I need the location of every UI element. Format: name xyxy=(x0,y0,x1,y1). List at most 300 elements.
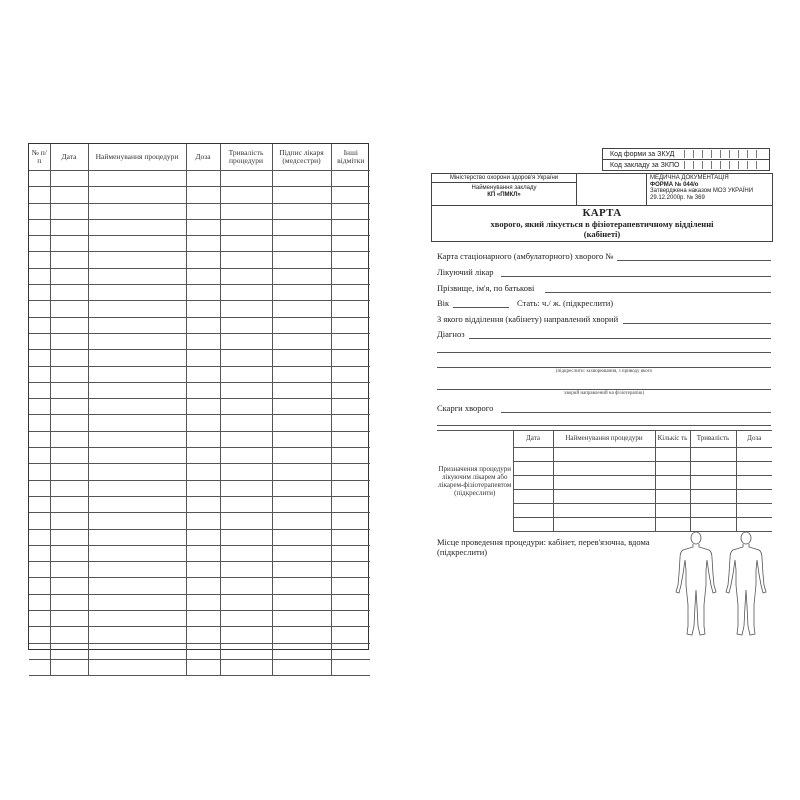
table-cell[interactable] xyxy=(88,333,186,349)
table-cell[interactable] xyxy=(29,464,50,480)
table-cell[interactable] xyxy=(88,382,186,398)
table-cell[interactable] xyxy=(29,627,50,643)
table-cell[interactable] xyxy=(186,594,220,610)
table-cell[interactable] xyxy=(29,496,50,512)
table-cell[interactable] xyxy=(220,268,272,284)
table-cell[interactable] xyxy=(50,317,88,333)
table-cell[interactable] xyxy=(186,611,220,627)
table-cell[interactable] xyxy=(50,350,88,366)
body-back-icon xyxy=(726,532,766,635)
table-row xyxy=(29,171,370,187)
table-cell[interactable] xyxy=(50,252,88,268)
table-cell[interactable] xyxy=(331,268,370,284)
prescription-cell[interactable] xyxy=(736,504,772,518)
table-cell[interactable] xyxy=(272,382,331,398)
table-cell[interactable] xyxy=(88,203,186,219)
col-header-dose: Доза xyxy=(186,144,220,171)
table-cell[interactable] xyxy=(50,382,88,398)
table-cell[interactable] xyxy=(272,513,331,529)
prescription-cell[interactable] xyxy=(655,504,690,518)
table-cell[interactable] xyxy=(186,252,220,268)
prescription-cell[interactable] xyxy=(553,518,655,532)
table-cell[interactable] xyxy=(272,659,331,675)
patient-name-field[interactable] xyxy=(545,292,771,293)
col-header-duration: Тривалість процедури xyxy=(220,144,272,171)
age-field[interactable] xyxy=(453,307,509,308)
table-cell[interactable] xyxy=(272,399,331,415)
table-cell[interactable] xyxy=(220,545,272,561)
prescription-cell[interactable] xyxy=(690,490,736,504)
prescription-cell[interactable] xyxy=(553,448,655,462)
table-cell[interactable] xyxy=(186,301,220,317)
card-number-field[interactable] xyxy=(617,260,771,261)
table-cell[interactable] xyxy=(88,545,186,561)
table-cell[interactable] xyxy=(50,545,88,561)
diagnosis-field-4[interactable] xyxy=(437,389,771,390)
table-cell[interactable] xyxy=(50,431,88,447)
table-cell[interactable] xyxy=(272,333,331,349)
prescription-cell[interactable] xyxy=(513,448,553,462)
table-cell[interactable] xyxy=(50,611,88,627)
table-cell[interactable] xyxy=(272,464,331,480)
table-cell[interactable] xyxy=(220,562,272,578)
table-cell[interactable] xyxy=(88,268,186,284)
table-cell[interactable] xyxy=(331,496,370,512)
table-row xyxy=(29,333,370,349)
table-cell[interactable] xyxy=(220,301,272,317)
table-row xyxy=(29,513,370,529)
table-cell[interactable] xyxy=(220,513,272,529)
table-cell[interactable] xyxy=(220,431,272,447)
prescription-cell[interactable] xyxy=(736,462,772,476)
prescription-cell[interactable] xyxy=(513,462,553,476)
table-cell[interactable] xyxy=(186,187,220,203)
table-cell[interactable] xyxy=(331,301,370,317)
table-cell[interactable] xyxy=(88,187,186,203)
table-cell[interactable] xyxy=(88,350,186,366)
doctor-field[interactable] xyxy=(501,276,771,277)
table-cell[interactable] xyxy=(50,399,88,415)
table-cell[interactable] xyxy=(186,415,220,431)
table-cell[interactable] xyxy=(50,187,88,203)
table-cell[interactable] xyxy=(272,431,331,447)
table-cell[interactable] xyxy=(186,333,220,349)
table-cell[interactable] xyxy=(220,252,272,268)
table-cell[interactable] xyxy=(331,187,370,203)
table-cell[interactable] xyxy=(186,382,220,398)
procedure-place-label: Місце проведення процедури: кабінет, перев'язочна, вдома (підкреслити) xyxy=(437,537,650,557)
prescription-cell[interactable] xyxy=(655,448,690,462)
table-cell[interactable] xyxy=(220,219,272,235)
institution-name: КП «ПМКЛ» xyxy=(487,192,521,198)
table-cell[interactable] xyxy=(50,659,88,675)
table-cell[interactable] xyxy=(331,431,370,447)
table-cell[interactable] xyxy=(50,171,88,187)
table-cell[interactable] xyxy=(220,529,272,545)
blank-cell xyxy=(576,174,647,205)
table-cell[interactable] xyxy=(272,252,331,268)
table-cell[interactable] xyxy=(29,333,50,349)
table-row xyxy=(29,301,370,317)
diagnosis-field-3[interactable] xyxy=(437,367,771,368)
doctor-label: Лікуючий лікар xyxy=(437,267,494,277)
table-cell[interactable] xyxy=(50,415,88,431)
table-cell[interactable] xyxy=(50,496,88,512)
table-cell[interactable] xyxy=(331,333,370,349)
table-cell[interactable] xyxy=(331,578,370,594)
table-cell[interactable] xyxy=(50,643,88,659)
table-cell[interactable] xyxy=(220,594,272,610)
table-cell[interactable] xyxy=(186,529,220,545)
table-cell[interactable] xyxy=(88,611,186,627)
prescription-cell[interactable] xyxy=(513,504,553,518)
table-cell[interactable] xyxy=(272,350,331,366)
table-cell[interactable] xyxy=(220,317,272,333)
table-cell[interactable] xyxy=(272,236,331,252)
table-cell[interactable] xyxy=(50,578,88,594)
prescription-cell[interactable] xyxy=(553,490,655,504)
table-cell[interactable] xyxy=(272,268,331,284)
table-cell[interactable] xyxy=(186,219,220,235)
table-cell[interactable] xyxy=(50,268,88,284)
diagnosis-field-1[interactable] xyxy=(469,338,771,339)
table-cell[interactable] xyxy=(50,203,88,219)
table-cell[interactable] xyxy=(220,399,272,415)
table-cell[interactable] xyxy=(220,464,272,480)
table-cell[interactable] xyxy=(29,659,50,675)
prescription-cell[interactable] xyxy=(553,462,655,476)
table-cell[interactable] xyxy=(29,578,50,594)
table-cell[interactable] xyxy=(88,431,186,447)
table-cell[interactable] xyxy=(220,415,272,431)
table-row xyxy=(29,399,370,415)
table-cell[interactable] xyxy=(50,627,88,643)
table-cell[interactable] xyxy=(88,236,186,252)
form-code-label: Код форми за ЗКУД xyxy=(610,151,675,158)
table-cell[interactable] xyxy=(272,301,331,317)
table-cell[interactable] xyxy=(272,317,331,333)
table-cell[interactable] xyxy=(272,415,331,431)
table-cell[interactable] xyxy=(50,448,88,464)
table-cell[interactable] xyxy=(88,464,186,480)
prescription-cell[interactable] xyxy=(736,448,772,462)
table-row xyxy=(29,382,370,398)
table-cell[interactable] xyxy=(29,252,50,268)
table-cell[interactable] xyxy=(186,496,220,512)
table-cell[interactable] xyxy=(186,545,220,561)
table-cell[interactable] xyxy=(29,187,50,203)
table-cell[interactable] xyxy=(331,252,370,268)
table-cell[interactable] xyxy=(50,480,88,496)
table-cell[interactable] xyxy=(88,415,186,431)
table-cell[interactable] xyxy=(186,643,220,659)
table-cell[interactable] xyxy=(29,317,50,333)
table-cell[interactable] xyxy=(331,399,370,415)
table-cell[interactable] xyxy=(220,496,272,512)
table-cell[interactable] xyxy=(50,513,88,529)
prescription-cell[interactable] xyxy=(655,490,690,504)
procedure-log-page xyxy=(28,143,369,650)
table-cell[interactable] xyxy=(29,529,50,545)
complaints-field-1[interactable] xyxy=(501,412,771,413)
table-cell[interactable] xyxy=(331,350,370,366)
table-cell[interactable] xyxy=(29,448,50,464)
table-cell[interactable] xyxy=(50,594,88,610)
table-cell[interactable] xyxy=(272,219,331,235)
table-cell[interactable] xyxy=(186,399,220,415)
table-cell[interactable] xyxy=(50,366,88,382)
table-cell[interactable] xyxy=(186,366,220,382)
table-cell[interactable] xyxy=(29,285,50,301)
table-cell[interactable] xyxy=(88,496,186,512)
table-cell[interactable] xyxy=(331,366,370,382)
table-cell[interactable] xyxy=(88,659,186,675)
table-cell[interactable] xyxy=(331,659,370,675)
institution-code-cells[interactable] xyxy=(684,161,765,169)
table-cell[interactable] xyxy=(88,627,186,643)
table-cell[interactable] xyxy=(29,219,50,235)
table-row xyxy=(29,611,370,627)
table-cell[interactable] xyxy=(220,627,272,643)
table-cell[interactable] xyxy=(186,464,220,480)
prescription-cell[interactable] xyxy=(553,504,655,518)
table-cell[interactable] xyxy=(29,415,50,431)
table-cell[interactable] xyxy=(29,236,50,252)
medical-doc-label: МЕДИЧНА ДОКУМЕНТАЦІЯ xyxy=(650,175,729,181)
table-cell[interactable] xyxy=(50,236,88,252)
table-cell[interactable] xyxy=(331,236,370,252)
table-cell[interactable] xyxy=(331,594,370,610)
table-cell[interactable] xyxy=(29,611,50,627)
table-cell[interactable] xyxy=(50,562,88,578)
table-cell[interactable] xyxy=(220,285,272,301)
table-row xyxy=(29,415,370,431)
table-row xyxy=(29,529,370,545)
table-cell[interactable] xyxy=(220,366,272,382)
table-cell[interactable] xyxy=(272,529,331,545)
prescription-cell[interactable] xyxy=(690,504,736,518)
card-title: КАРТА xyxy=(582,207,622,219)
table-cell[interactable] xyxy=(331,203,370,219)
table-cell[interactable] xyxy=(220,187,272,203)
table-cell[interactable] xyxy=(29,594,50,610)
prescription-cell[interactable] xyxy=(690,476,736,490)
table-row xyxy=(29,252,370,268)
table-cell[interactable] xyxy=(50,333,88,349)
table-cell[interactable] xyxy=(331,529,370,545)
department-field[interactable] xyxy=(623,323,771,324)
table-cell[interactable] xyxy=(186,448,220,464)
table-cell[interactable] xyxy=(186,562,220,578)
table-row xyxy=(29,464,370,480)
table-cell[interactable] xyxy=(331,464,370,480)
table-cell[interactable] xyxy=(272,627,331,643)
table-cell[interactable] xyxy=(29,171,50,187)
table-cell[interactable] xyxy=(88,643,186,659)
table-cell[interactable] xyxy=(88,513,186,529)
form-code-cells[interactable] xyxy=(684,150,765,158)
table-cell[interactable] xyxy=(29,350,50,366)
table-row xyxy=(29,448,370,464)
card-number-label: Карта стаціонарного (амбулаторного) хворого № xyxy=(437,251,614,261)
table-cell[interactable] xyxy=(29,545,50,561)
table-cell[interactable] xyxy=(88,301,186,317)
table-cell[interactable] xyxy=(50,464,88,480)
table-cell[interactable] xyxy=(272,203,331,219)
table-cell[interactable] xyxy=(29,301,50,317)
table-cell[interactable] xyxy=(331,285,370,301)
table-cell[interactable] xyxy=(331,611,370,627)
table-cell[interactable] xyxy=(88,578,186,594)
table-cell[interactable] xyxy=(186,317,220,333)
table-cell[interactable] xyxy=(186,268,220,284)
table-cell[interactable] xyxy=(29,431,50,447)
table-cell[interactable] xyxy=(50,529,88,545)
table-cell[interactable] xyxy=(272,480,331,496)
table-cell[interactable] xyxy=(50,301,88,317)
prescription-cell[interactable] xyxy=(513,490,553,504)
table-cell[interactable] xyxy=(220,333,272,349)
table-cell[interactable] xyxy=(88,366,186,382)
table-cell[interactable] xyxy=(50,285,88,301)
table-cell[interactable] xyxy=(220,350,272,366)
table-cell[interactable] xyxy=(88,448,186,464)
table-cell[interactable] xyxy=(331,415,370,431)
prescription-cell[interactable] xyxy=(513,518,553,532)
table-cell[interactable] xyxy=(272,611,331,627)
col-header-number: № п/п xyxy=(29,144,50,171)
table-cell[interactable] xyxy=(186,659,220,675)
table-cell[interactable] xyxy=(88,317,186,333)
table-cell[interactable] xyxy=(272,496,331,512)
prescription-cell[interactable] xyxy=(736,476,772,490)
prescription-cell[interactable] xyxy=(655,476,690,490)
table-cell[interactable] xyxy=(88,594,186,610)
institution-code-box xyxy=(602,159,770,171)
table-cell[interactable] xyxy=(29,203,50,219)
table-row xyxy=(29,350,370,366)
table-cell[interactable] xyxy=(186,285,220,301)
table-cell[interactable] xyxy=(272,285,331,301)
table-cell[interactable] xyxy=(186,171,220,187)
table-cell[interactable] xyxy=(220,643,272,659)
table-cell[interactable] xyxy=(29,513,50,529)
prescription-cell[interactable] xyxy=(736,490,772,504)
table-cell[interactable] xyxy=(331,382,370,398)
table-cell[interactable] xyxy=(186,236,220,252)
table-cell[interactable] xyxy=(186,513,220,529)
prescription-cell[interactable] xyxy=(690,448,736,462)
table-cell[interactable] xyxy=(29,562,50,578)
table-cell[interactable] xyxy=(272,545,331,561)
table-row xyxy=(29,545,370,561)
table-cell[interactable] xyxy=(272,187,331,203)
card-title-box xyxy=(431,206,773,242)
table-cell[interactable] xyxy=(29,480,50,496)
procedure-log-table xyxy=(29,144,370,676)
table-cell[interactable] xyxy=(186,480,220,496)
complaints-field-2[interactable] xyxy=(437,425,771,426)
table-cell[interactable] xyxy=(88,285,186,301)
institution-code-label: Код закладу за ЗКПО xyxy=(610,162,680,169)
ministry-name: Міністерство охорони здоров'я України xyxy=(432,174,576,183)
table-cell[interactable] xyxy=(331,448,370,464)
table-cell[interactable] xyxy=(272,171,331,187)
form-number: ФОРМА № 044/о xyxy=(650,181,699,188)
table-cell[interactable] xyxy=(272,562,331,578)
presc-col-quantity: Кількіс ть xyxy=(655,431,690,448)
referral-hint: хворий направлений на фізіотерапію) xyxy=(563,391,645,396)
prescription-cell[interactable] xyxy=(690,462,736,476)
table-cell[interactable] xyxy=(220,236,272,252)
table-cell[interactable] xyxy=(186,578,220,594)
prescription-cell[interactable] xyxy=(513,476,553,490)
table-cell[interactable] xyxy=(331,171,370,187)
table-cell[interactable] xyxy=(186,203,220,219)
table-cell[interactable] xyxy=(331,545,370,561)
diagnosis-field-2[interactable] xyxy=(437,352,771,353)
table-cell[interactable] xyxy=(88,399,186,415)
table-cell[interactable] xyxy=(331,643,370,659)
table-cell[interactable] xyxy=(88,171,186,187)
table-cell[interactable] xyxy=(29,643,50,659)
table-cell[interactable] xyxy=(50,219,88,235)
table-cell[interactable] xyxy=(331,627,370,643)
table-cell[interactable] xyxy=(29,382,50,398)
table-cell[interactable] xyxy=(88,252,186,268)
prescription-cell[interactable] xyxy=(655,462,690,476)
approved-date: 29.12.2000р. № 369 xyxy=(650,194,705,201)
table-cell[interactable] xyxy=(186,350,220,366)
table-cell[interactable] xyxy=(29,366,50,382)
table-row xyxy=(29,480,370,496)
table-cell[interactable] xyxy=(220,659,272,675)
table-cell[interactable] xyxy=(220,578,272,594)
table-cell[interactable] xyxy=(220,382,272,398)
table-cell[interactable] xyxy=(29,268,50,284)
table-cell[interactable] xyxy=(272,366,331,382)
table-cell[interactable] xyxy=(220,203,272,219)
table-cell[interactable] xyxy=(331,480,370,496)
table-cell[interactable] xyxy=(186,627,220,643)
table-cell[interactable] xyxy=(272,594,331,610)
table-cell[interactable] xyxy=(88,219,186,235)
table-cell[interactable] xyxy=(88,480,186,496)
table-cell[interactable] xyxy=(29,399,50,415)
table-cell[interactable] xyxy=(331,513,370,529)
table-row xyxy=(29,317,370,333)
table-cell[interactable] xyxy=(220,611,272,627)
table-cell[interactable] xyxy=(272,448,331,464)
col-header-signature: Підпис лікаря (медсестри) xyxy=(272,144,331,171)
table-cell[interactable] xyxy=(220,171,272,187)
age-label: Вік xyxy=(437,298,450,308)
table-cell[interactable] xyxy=(272,578,331,594)
table-cell[interactable] xyxy=(272,643,331,659)
table-cell[interactable] xyxy=(186,431,220,447)
patient-name-label: Прізвище, ім'я, по батькові xyxy=(437,283,535,293)
table-cell[interactable] xyxy=(220,480,272,496)
table-cell[interactable] xyxy=(331,317,370,333)
ministry-cell xyxy=(432,174,577,205)
table-cell[interactable] xyxy=(88,529,186,545)
table-cell[interactable] xyxy=(331,562,370,578)
table-cell[interactable] xyxy=(220,448,272,464)
prescription-cell[interactable] xyxy=(553,476,655,490)
table-cell[interactable] xyxy=(331,219,370,235)
table-cell[interactable] xyxy=(88,562,186,578)
table-row xyxy=(29,366,370,382)
